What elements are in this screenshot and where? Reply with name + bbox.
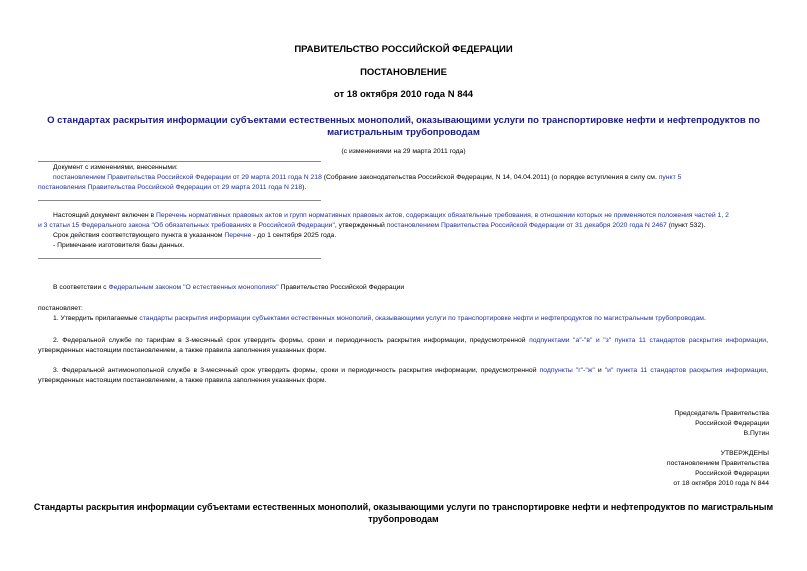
preamble-text: В соответствии с <box>53 284 109 291</box>
validity-text: Срок действия соответствующего пункта в указанном <box>53 232 225 239</box>
doc-type-heading: ПОСТАНОВЛЕНИЕ <box>360 67 447 78</box>
validity-text-2: - до 1 сентября 2025 года. <box>251 232 337 239</box>
inclusion-text-3: (пункт 532). <box>666 222 706 229</box>
item-2-text: 2. Федеральной службе по тарифам в 3-месячный срок утвердить формы, сроки и периодичность раскрытия информации, предусмотренной <box>53 337 530 344</box>
signature-name: В.Путин <box>743 430 769 437</box>
government-heading: ПРАВИТЕЛЬСТВО РОССИЙСКОЙ ФЕДЕРАЦИИ <box>294 44 513 55</box>
signature-country: Российской Федерации <box>695 420 769 427</box>
approved-by: постановлением Правительства <box>666 460 769 467</box>
preamble <box>53 283 768 293</box>
approved-date: от 18 октября 2010 года N 844 <box>673 480 769 487</box>
divider <box>38 200 321 201</box>
amendment-link-point5[interactable]: пункт 5 <box>658 174 682 181</box>
amendment-link-decree[interactable]: постановления Правительства Российской Федерации от 29 марта 2011 года N 218 <box>38 184 303 191</box>
signature-block <box>674 409 769 439</box>
list-short-link[interactable]: Перечне <box>224 232 252 239</box>
standards-title-line2: трубопроводам <box>368 514 439 524</box>
subparagraphs-a-v-link[interactable]: подпунктами "а"-"в" и "з" пункта 11 стандартов раскрытия информации <box>529 337 767 344</box>
date-number-heading: от 18 октября 2010 года N 844 <box>333 89 474 100</box>
amendments-block <box>38 163 768 193</box>
signature-position: Председатель Правительства <box>674 410 769 417</box>
item-3-end: , утвержденных настоящим постановлением, а также правила заполнения указанных форм. <box>38 367 768 384</box>
divider <box>38 161 321 162</box>
standards-title <box>0 501 807 525</box>
amendment-text: (Собрание законодательства Российской Федерации, N 14, 04.04.2011) (о порядке вступления в силу см. <box>321 174 659 181</box>
document-title[interactable] <box>0 115 807 139</box>
federal-law-link[interactable]: и 3 статьи 15 Федерального закона "Об обязательных требованиях в Российской Федерации" <box>38 222 335 229</box>
approval-block <box>667 449 769 489</box>
monopolies-law-link[interactable]: Федеральным законом "О естественных монополиях" <box>108 284 279 291</box>
divider <box>38 258 321 259</box>
item-2-end: , утвержденных настоящим постановлением, а также правила заполнения указанных форм. <box>38 337 768 354</box>
approved-label: УТВЕРЖДЕНЫ <box>720 450 769 457</box>
item-1 <box>38 314 768 324</box>
amendments-intro: Документ с изменениями, внесенными: <box>53 164 178 171</box>
subparagraph-i-link[interactable]: "и" пункта 11 стандартов раскрытия информации <box>604 367 767 374</box>
item-2 <box>38 336 768 356</box>
preamble-text-2: Правительство Российской Федерации <box>278 284 405 291</box>
list-link[interactable]: Перечень нормативных правовых актов и групп нормативных правовых актов, содержащих обязательные требования, в отношении которых не применяются положения частей 1, 2 <box>156 212 729 219</box>
approved-country: Российской Федерации <box>695 470 769 477</box>
decree-2467-link[interactable]: постановлением Правительства Российской Федерации от 31 декабря 2020 года N 2467 <box>386 222 667 229</box>
standards-link[interactable]: стандарты раскрытия информации субъектами естественных монополий, оказывающими услуги по транспортировке нефти и нефтепродуктов по магистральным трубопроводам <box>139 315 704 322</box>
item-3-text: 3. Федеральной антимонопольной службе в 3-месячный срок утвердить формы, сроки и периодичность раскрытия информации, предусмотренной <box>53 367 540 374</box>
inclusion-text-2: , утвержденный <box>334 222 387 229</box>
decrees-word: постановляет: <box>38 305 83 312</box>
standards-title-line1: Стандарты раскрытия информации субъектами естественных монополий, оказывающими услуги по транспортировке нефти и нефтепродуктов по магистральным <box>33 502 774 512</box>
item-3 <box>38 366 768 386</box>
inclusion-text: Настоящий документ включен в <box>53 212 157 219</box>
item-1-end: . <box>703 315 706 322</box>
changes-note: (с изменениями на 29 марта 2011 года) <box>341 148 466 155</box>
document-title-line2[interactable]: магистральным трубопроводам <box>327 127 480 138</box>
item-3-and: и <box>594 367 605 374</box>
subparagraphs-g-zh-link[interactable]: подпункты "г"-"ж" <box>539 367 595 374</box>
document-title-line1[interactable]: О стандартах раскрытия информации субъектами естественных монополий, оказывающими услуги по транспортировке нефти и нефтепродуктов по <box>47 115 760 126</box>
amendment-end-text: ). <box>302 184 307 191</box>
inclusion-block <box>38 211 768 251</box>
item-1-text: 1. Утвердить прилагаемые <box>53 315 140 322</box>
amendment-link-218[interactable]: постановлением Правительства Российской Федерации от 29 марта 2011 года N 218 <box>53 174 322 181</box>
manufacturer-note: - Примечание изготовителя базы данных. <box>53 242 185 249</box>
